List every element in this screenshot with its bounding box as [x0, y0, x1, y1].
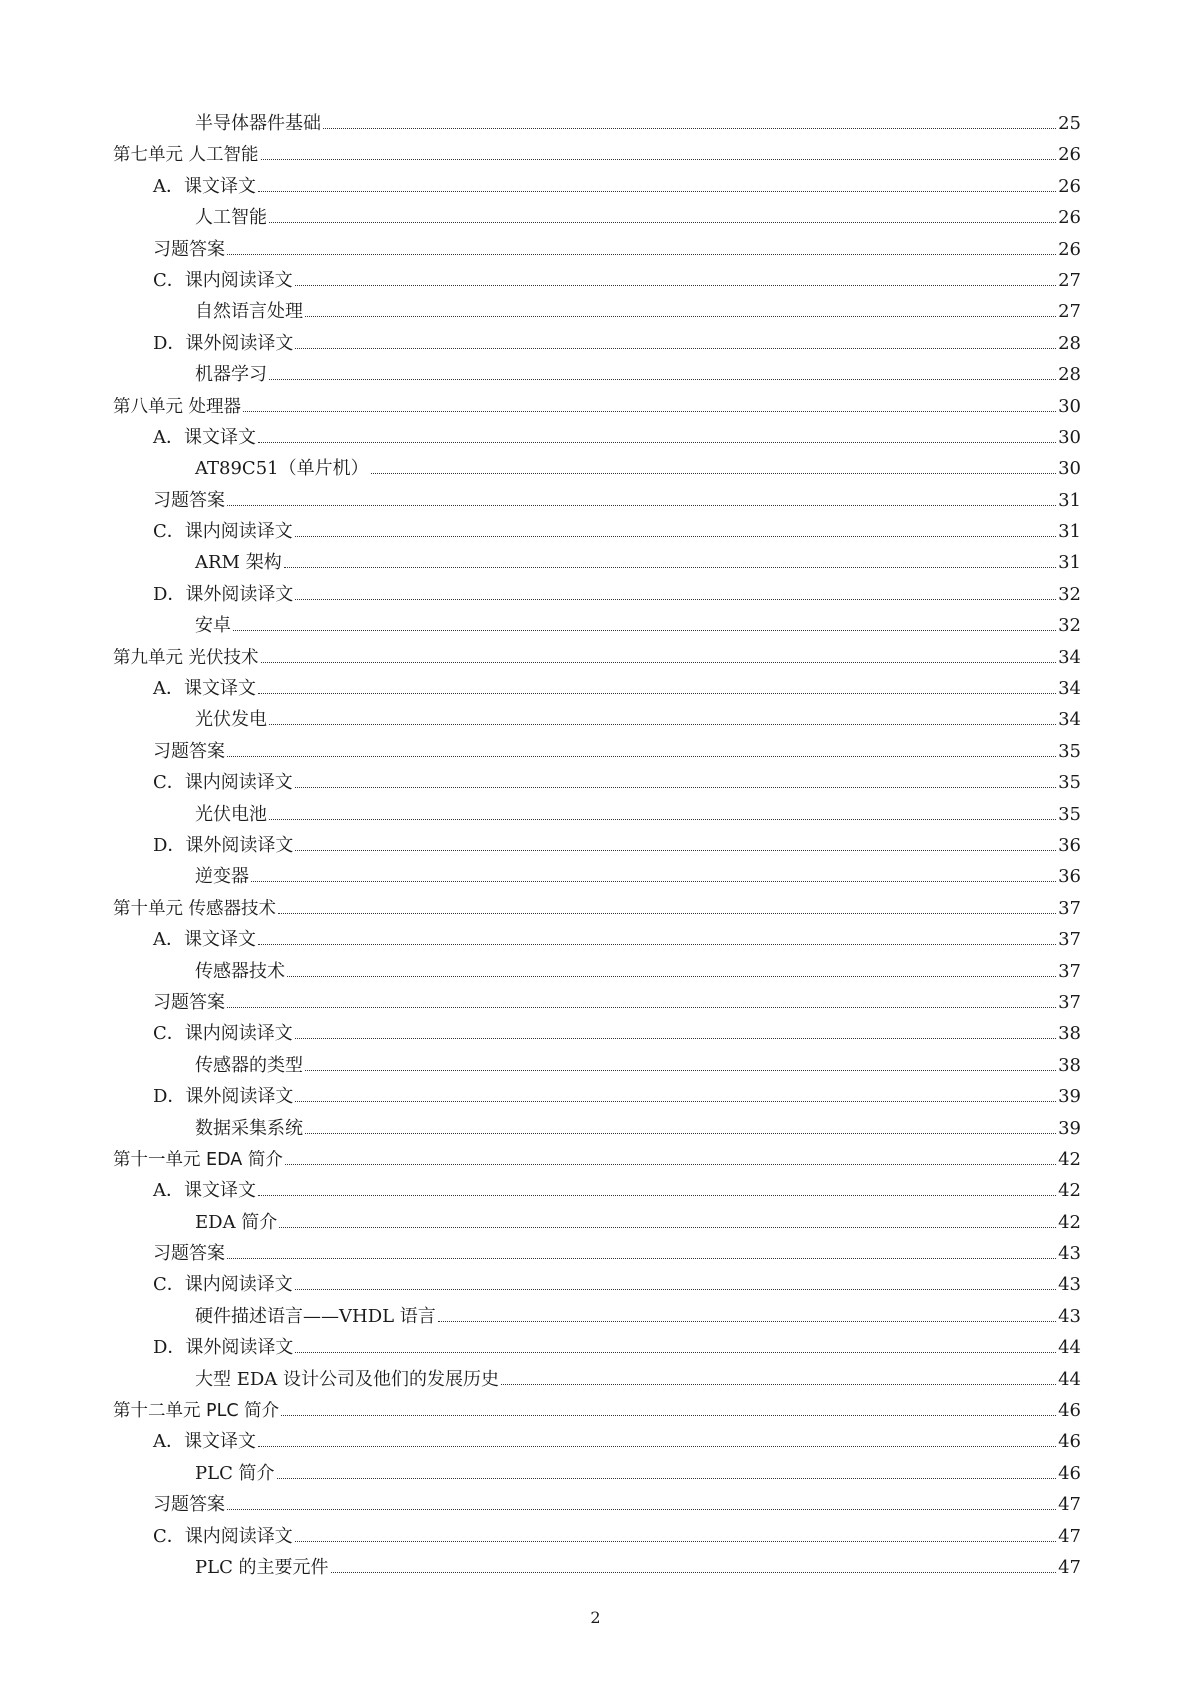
toc-leader-dots [331, 1571, 1057, 1573]
toc-entry-page: 31 [1058, 552, 1081, 574]
toc-entry-page: 37 [1058, 960, 1081, 982]
toc-entry-page: 36 [1058, 866, 1081, 888]
toc-entry-title: 传感器技术 [195, 960, 285, 982]
toc-leader-dots [295, 1351, 1056, 1353]
toc-leader-dots [269, 723, 1056, 725]
toc-entry-title: 第十单元 传感器技术 [113, 898, 277, 919]
toc-leader-dots [305, 1069, 1056, 1071]
toc-entry-level-2[interactable] [113, 1269, 1081, 1300]
toc-leader-dots [295, 1100, 1056, 1102]
toc-entry-title: A．课文译文 [153, 678, 256, 700]
toc-leader-dots [269, 378, 1056, 380]
toc-entry-title: AT89C51（单片机） [195, 458, 369, 480]
toc-entry-page: 35 [1058, 803, 1081, 825]
toc-leader-dots [284, 566, 1056, 568]
toc-entry-page: 34 [1058, 709, 1081, 731]
toc-entry-title: 第十二单元 PLC 简介 [113, 1401, 280, 1422]
toc-leader-dots [258, 943, 1056, 945]
toc-entry-title: C．课内阅读译文 [153, 521, 293, 543]
toc-entry-page: 46 [1058, 1462, 1081, 1484]
toc-entry-page: 26 [1058, 144, 1081, 166]
toc-leader-dots [258, 692, 1056, 694]
toc-entry-page: 26 [1058, 238, 1081, 260]
toc-leader-dots [295, 849, 1056, 851]
page-number: 2 [590, 1608, 601, 1627]
toc-entry-level-2[interactable] [113, 328, 1081, 359]
toc-leader-dots [277, 1477, 1057, 1479]
toc-entry-page: 38 [1058, 1023, 1081, 1045]
toc-entry-title: 第九单元 光伏技术 [113, 647, 259, 668]
toc-leader-dots [258, 190, 1056, 192]
toc-leader-dots [269, 818, 1056, 820]
toc-entry-page: 27 [1058, 301, 1081, 323]
toc-leader-dots [305, 315, 1056, 317]
toc-leader-dots [243, 410, 1056, 412]
toc-leader-dots [227, 1508, 1056, 1510]
toc-entry-level-3[interactable] [113, 1552, 1081, 1583]
toc-leader-dots [281, 1414, 1056, 1416]
toc-entry-page: 42 [1058, 1211, 1081, 1233]
toc-entry-level-2[interactable] [113, 830, 1081, 861]
toc-entry-level-2[interactable] [113, 673, 1081, 704]
toc-entry-page: 44 [1058, 1337, 1081, 1359]
table-of-contents [113, 108, 1081, 1583]
toc-entry-page: 27 [1058, 269, 1081, 291]
toc-entry-level-3[interactable] [113, 956, 1081, 987]
toc-entry-title: 习题答案 [153, 740, 225, 762]
toc-entry-level-2[interactable] [113, 736, 1081, 767]
toc-entry-level-1[interactable] [113, 642, 1081, 673]
toc-leader-dots [501, 1383, 1056, 1385]
toc-entry-title: C．课内阅读译文 [153, 1525, 293, 1547]
toc-entry-title: PLC 的主要元件 [195, 1556, 329, 1578]
toc-entry-level-2[interactable] [113, 1332, 1081, 1363]
toc-entry-level-3[interactable] [113, 1207, 1081, 1238]
toc-leader-dots [227, 504, 1056, 506]
toc-entry-title: 机器学习 [195, 364, 267, 386]
toc-entry-title: D．课外阅读译文 [153, 834, 294, 856]
toc-entry-title: D．课外阅读译文 [153, 1086, 294, 1108]
toc-entry-level-3[interactable] [113, 359, 1081, 390]
toc-entry-level-3[interactable] [113, 453, 1081, 484]
toc-entry-title: D．课外阅读译文 [153, 583, 294, 605]
toc-entry-page: 31 [1058, 521, 1081, 543]
toc-entry-title: 第八单元 处理器 [113, 396, 242, 417]
toc-leader-dots [227, 253, 1056, 255]
toc-leader-dots [269, 221, 1056, 223]
toc-entry-level-2[interactable] [113, 579, 1081, 610]
toc-entry-title: 习题答案 [153, 991, 225, 1013]
toc-leader-dots [227, 1006, 1056, 1008]
toc-entry-level-3[interactable] [113, 1301, 1081, 1332]
toc-entry-title: A．课文译文 [153, 175, 256, 197]
toc-entry-page: 39 [1058, 1117, 1081, 1139]
toc-entry-page: 30 [1058, 426, 1081, 448]
toc-entry-level-3[interactable] [113, 1458, 1081, 1489]
toc-entry-level-3[interactable] [113, 202, 1081, 233]
toc-entry-title: 人工智能 [195, 207, 267, 229]
toc-entry-page: 37 [1058, 991, 1081, 1013]
toc-entry-page: 42 [1058, 1180, 1081, 1202]
toc-entry-level-3[interactable] [113, 1050, 1081, 1081]
toc-entry-title: 光伏发电 [195, 709, 267, 731]
toc-entry-page: 43 [1058, 1274, 1081, 1296]
toc-entry-level-2[interactable] [113, 1081, 1081, 1112]
toc-entry-title: D．课外阅读译文 [153, 332, 294, 354]
toc-entry-title: 习题答案 [153, 238, 225, 260]
toc-entry-page: 46 [1058, 1400, 1081, 1422]
toc-leader-dots [251, 880, 1056, 882]
toc-entry-page: 46 [1058, 1431, 1081, 1453]
toc-entry-level-2[interactable] [113, 1238, 1081, 1269]
toc-entry-page: 26 [1058, 207, 1081, 229]
toc-entry-page: 32 [1058, 615, 1081, 637]
toc-leader-dots [295, 786, 1056, 788]
toc-entry-level-3[interactable] [113, 861, 1081, 892]
toc-leader-dots [323, 127, 1056, 129]
toc-entry-level-2[interactable] [113, 1521, 1081, 1552]
toc-entry-level-3[interactable] [113, 547, 1081, 578]
toc-leader-dots [227, 1257, 1056, 1259]
toc-entry-title: 习题答案 [153, 1494, 225, 1516]
toc-entry-level-2[interactable] [113, 1489, 1081, 1520]
toc-leader-dots [258, 1194, 1056, 1196]
toc-leader-dots [295, 1540, 1056, 1542]
toc-entry-title: 半导体器件基础 [195, 113, 321, 134]
toc-entry-page: 28 [1058, 332, 1081, 354]
toc-entry-title: C．课内阅读译文 [153, 269, 293, 291]
toc-entry-page: 47 [1058, 1525, 1081, 1547]
toc-entry-title: 光伏电池 [195, 803, 267, 825]
toc-entry-title: 硬件描述语言——VHDL 语言 [195, 1305, 436, 1327]
toc-entry-page: 42 [1058, 1148, 1081, 1170]
toc-entry-page: 26 [1058, 175, 1081, 197]
toc-entry-page: 37 [1058, 929, 1081, 951]
toc-leader-dots [371, 472, 1056, 474]
toc-entry-level-1[interactable] [113, 1144, 1081, 1175]
toc-entry-title: 习题答案 [153, 489, 225, 511]
toc-entry-page: 44 [1058, 1368, 1081, 1390]
toc-entry-title: A．课文译文 [153, 1431, 256, 1453]
toc-leader-dots [438, 1320, 1056, 1322]
toc-leader-dots [295, 1037, 1056, 1039]
toc-entry-page: 30 [1058, 458, 1081, 480]
toc-entry-level-2[interactable] [113, 485, 1081, 516]
toc-entry-title: 逆变器 [195, 866, 249, 888]
toc-entry-title: 第七单元 人工智能 [113, 145, 259, 166]
toc-entry-level-3[interactable] [113, 610, 1081, 641]
toc-entry-title: C．课内阅读译文 [153, 772, 293, 794]
toc-entry-title: 传感器的类型 [195, 1054, 303, 1076]
toc-entry-title: EDA 简介 [195, 1211, 278, 1233]
toc-entry-page: 34 [1058, 646, 1081, 668]
toc-entry-page: 38 [1058, 1054, 1081, 1076]
toc-entry-level-1[interactable] [113, 1395, 1081, 1426]
toc-leader-dots [227, 755, 1056, 757]
toc-entry-title: PLC 简介 [195, 1462, 275, 1484]
toc-entry-level-2[interactable] [113, 516, 1081, 547]
toc-entry-page: 32 [1058, 583, 1081, 605]
toc-entry-page: 31 [1058, 489, 1081, 511]
toc-entry-level-2[interactable] [113, 171, 1081, 202]
toc-entry-level-2[interactable] [113, 924, 1081, 955]
toc-entry-level-2[interactable] [113, 1426, 1081, 1457]
toc-entry-level-2[interactable] [113, 422, 1081, 453]
toc-entry-page: 35 [1058, 772, 1081, 794]
toc-leader-dots [295, 284, 1056, 286]
toc-entry-title: 安卓 [195, 615, 231, 637]
toc-entry-level-2[interactable] [113, 234, 1081, 265]
toc-entry-level-3[interactable] [113, 799, 1081, 830]
toc-entry-page: 28 [1058, 364, 1081, 386]
toc-entry-title: 第十一单元 EDA 简介 [113, 1149, 283, 1170]
toc-leader-dots [285, 1163, 1056, 1165]
toc-leader-dots [295, 535, 1056, 537]
toc-entry-level-2[interactable] [113, 987, 1081, 1018]
toc-leader-dots [305, 1132, 1056, 1134]
toc-leader-dots [258, 1445, 1056, 1447]
toc-entry-title: 数据采集系统 [195, 1117, 303, 1139]
toc-entry-level-2[interactable] [113, 265, 1081, 296]
toc-leader-dots [261, 158, 1057, 160]
toc-entry-level-3[interactable] [113, 1113, 1081, 1144]
toc-entry-page: 43 [1058, 1305, 1081, 1327]
toc-entry-level-3[interactable] [113, 296, 1081, 327]
toc-leader-dots [258, 441, 1056, 443]
toc-leader-dots [295, 1288, 1056, 1290]
toc-entry-title: ARM 架构 [195, 552, 282, 574]
toc-entry-page: 47 [1058, 1494, 1081, 1516]
toc-entry-page: 30 [1058, 395, 1081, 417]
toc-entry-title: A．课文译文 [153, 426, 256, 448]
toc-entry-level-2[interactable] [113, 1018, 1081, 1049]
toc-leader-dots [295, 347, 1056, 349]
toc-entry-page: 25 [1058, 113, 1081, 134]
toc-leader-dots [261, 661, 1057, 663]
toc-entry-title: C．课内阅读译文 [153, 1274, 293, 1296]
toc-entry-title: 大型 EDA 设计公司及他们的发展历史 [195, 1368, 500, 1390]
toc-entry-title: 习题答案 [153, 1243, 225, 1265]
toc-leader-dots [295, 598, 1056, 600]
toc-entry-level-1[interactable] [113, 391, 1081, 422]
toc-entry-page: 39 [1058, 1086, 1081, 1108]
toc-entry-page: 43 [1058, 1243, 1081, 1265]
toc-entry-page: 37 [1058, 897, 1081, 919]
toc-entry-title: 自然语言处理 [195, 301, 303, 323]
toc-leader-dots [278, 912, 1056, 914]
toc-entry-level-3[interactable] [113, 108, 1081, 139]
toc-leader-dots [287, 975, 1056, 977]
toc-entry-title: D．课外阅读译文 [153, 1337, 294, 1359]
toc-entry-level-3[interactable] [113, 704, 1081, 735]
toc-entry-page: 47 [1058, 1556, 1081, 1578]
toc-entry-title: A．课文译文 [153, 929, 256, 951]
toc-entry-page: 36 [1058, 834, 1081, 856]
toc-leader-dots [233, 629, 1056, 631]
toc-entry-level-1[interactable] [113, 893, 1081, 924]
toc-entry-title: A．课文译文 [153, 1180, 256, 1202]
toc-entry-level-1[interactable] [113, 139, 1081, 170]
toc-entry-page: 34 [1058, 678, 1081, 700]
toc-entry-title: C．课内阅读译文 [153, 1023, 293, 1045]
toc-entry-level-2[interactable] [113, 767, 1081, 798]
toc-leader-dots [279, 1226, 1056, 1228]
toc-entry-level-3[interactable] [113, 1364, 1081, 1395]
toc-entry-level-2[interactable] [113, 1175, 1081, 1206]
toc-entry-page: 35 [1058, 740, 1081, 762]
